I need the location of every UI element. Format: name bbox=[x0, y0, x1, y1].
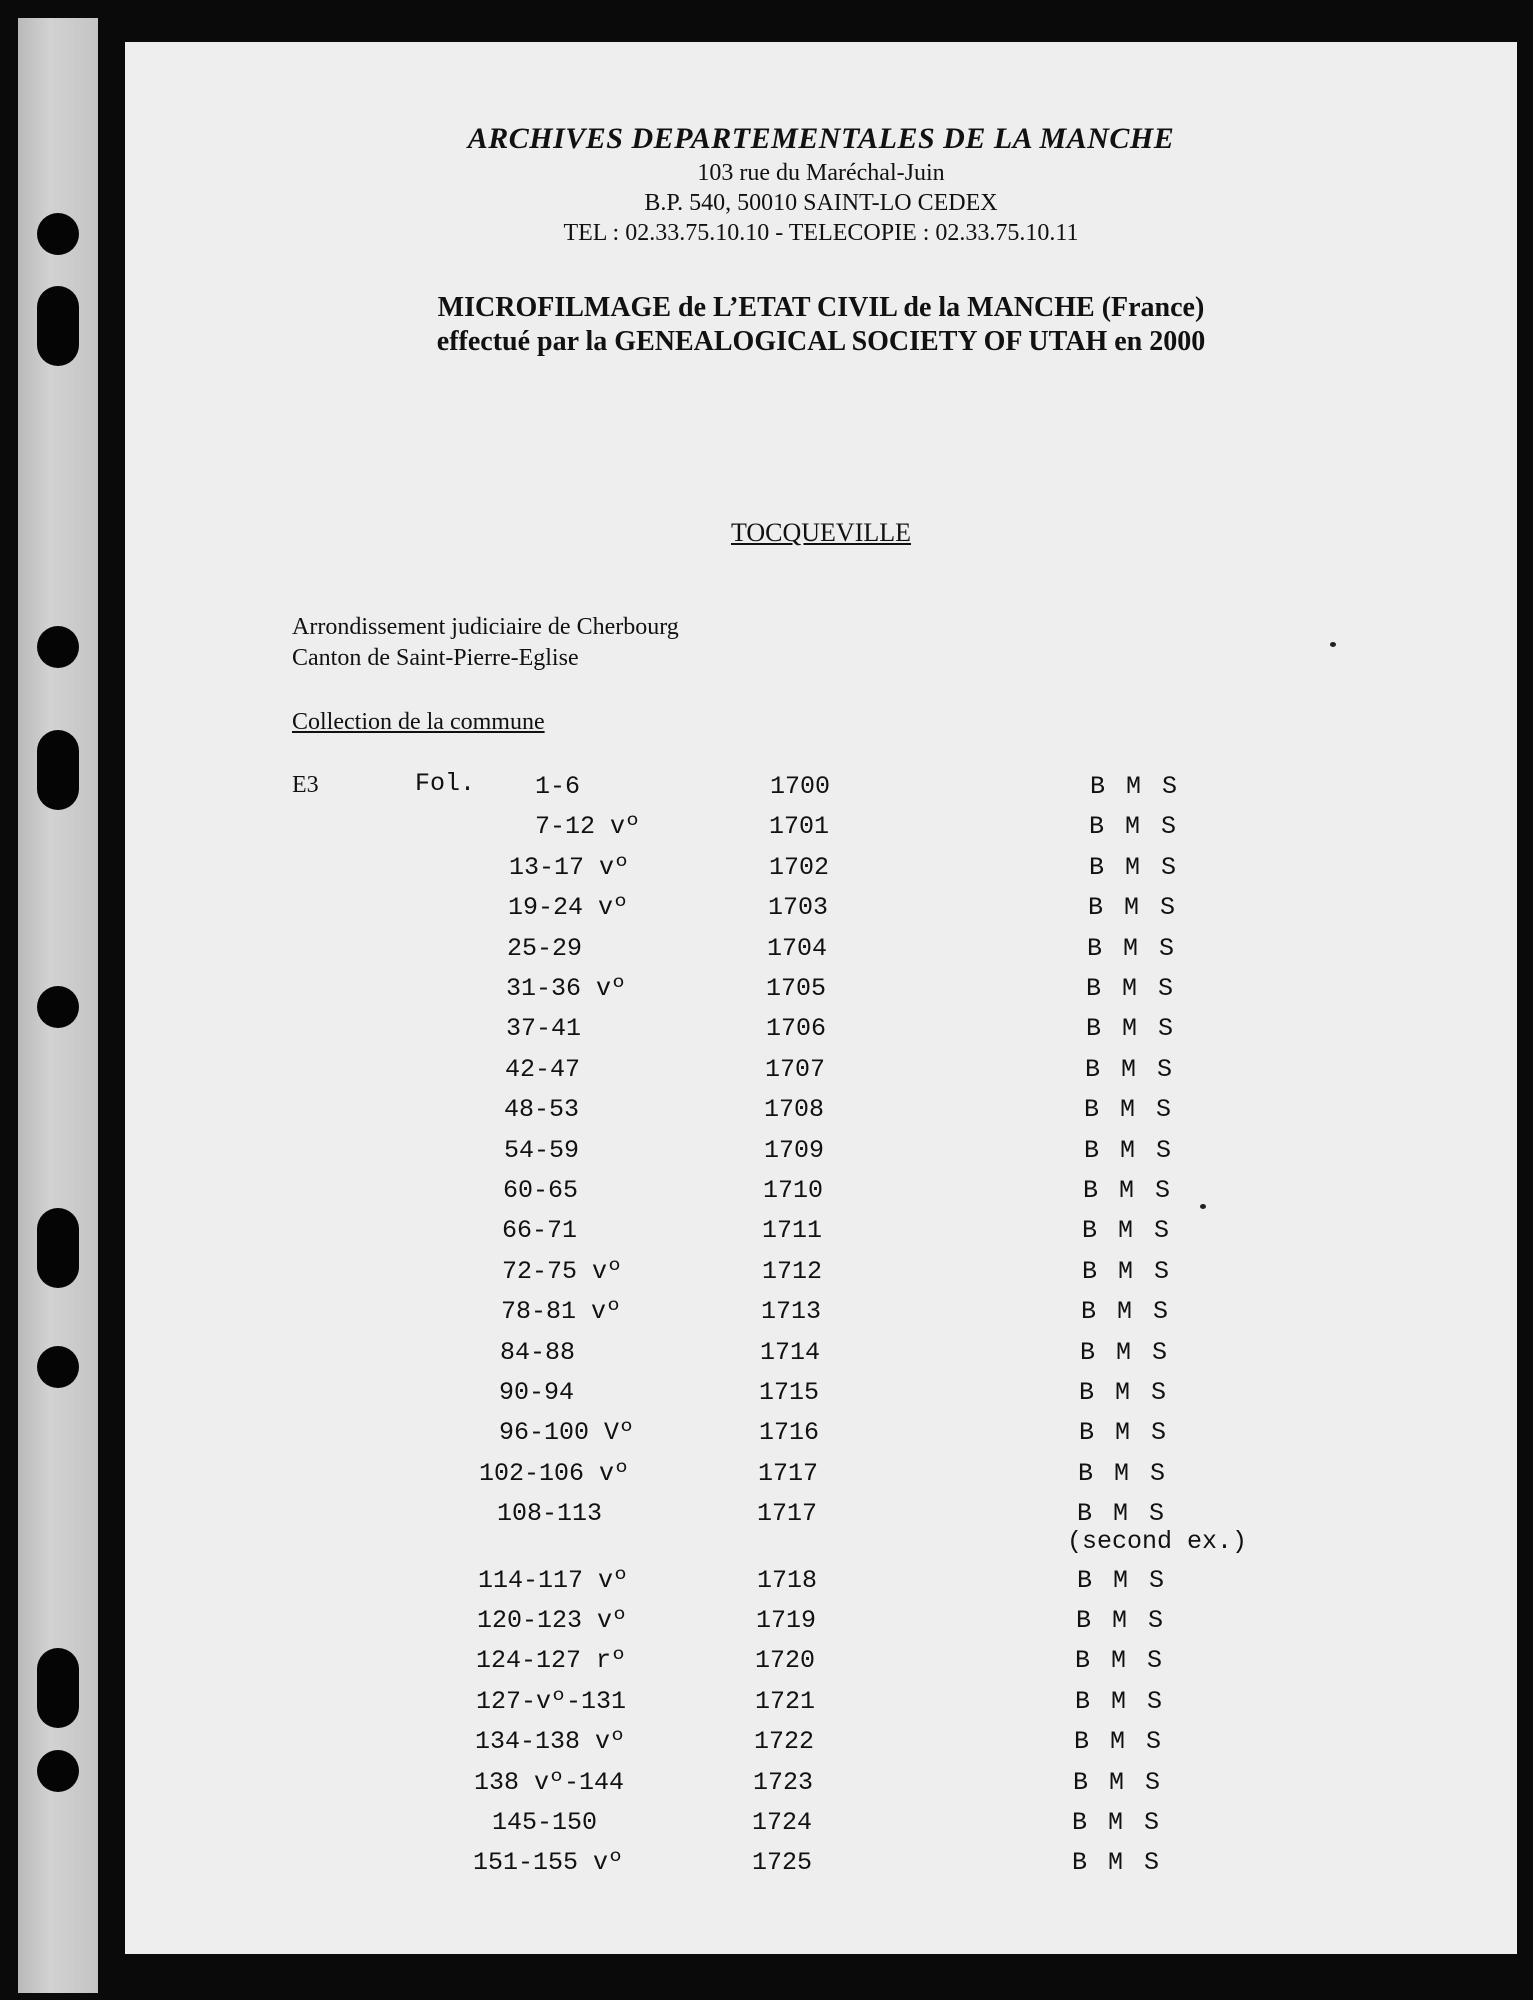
table-row bbox=[125, 1257, 1517, 1297]
table-row bbox=[125, 893, 1517, 933]
year: 1715 bbox=[759, 1378, 820, 1407]
punch-slot bbox=[37, 730, 79, 810]
commune-title: TOCQUEVILLE bbox=[730, 518, 912, 547]
paper-speck bbox=[1200, 1204, 1206, 1209]
folio-range: 84-88 bbox=[500, 1338, 576, 1367]
year: 1702 bbox=[769, 853, 830, 882]
folio-range: 96-100 Vº bbox=[499, 1418, 635, 1447]
act-types: B M S bbox=[1072, 1848, 1163, 1877]
folio-range: 134-138 vº bbox=[475, 1727, 626, 1756]
table-row bbox=[125, 1418, 1517, 1458]
table-row bbox=[125, 1768, 1517, 1808]
address-line-2: B.P. 540, 50010 SAINT-LO CEDEX bbox=[644, 190, 998, 216]
year: 1721 bbox=[755, 1687, 816, 1716]
folio-range: 120-123 vº bbox=[477, 1606, 628, 1635]
act-types: B M S bbox=[1084, 1136, 1175, 1165]
table-row bbox=[125, 1727, 1517, 1767]
act-types: B M S bbox=[1079, 1378, 1170, 1407]
table-row bbox=[125, 1606, 1517, 1646]
arrondissement-line: Arrondissement judiciaire de Cherbourg bbox=[292, 614, 679, 640]
punch-hole bbox=[37, 1750, 79, 1792]
folio-range: 114-117 vº bbox=[478, 1566, 629, 1595]
table-row bbox=[125, 1646, 1517, 1686]
year: 1724 bbox=[752, 1808, 813, 1837]
table-row bbox=[125, 1338, 1517, 1378]
binder-strip bbox=[18, 18, 98, 1993]
folio-range: 1-6 bbox=[535, 772, 581, 801]
act-types: B M S bbox=[1081, 1297, 1172, 1326]
act-types: B M S bbox=[1080, 1338, 1171, 1367]
folio-range: 108-113 bbox=[497, 1499, 603, 1528]
act-types: B M S bbox=[1072, 1808, 1163, 1837]
table-row bbox=[125, 1136, 1517, 1176]
year: 1708 bbox=[764, 1095, 825, 1124]
table-row bbox=[125, 1216, 1517, 1256]
folio-range: 66-71 bbox=[502, 1216, 578, 1245]
canton-line: Canton de Saint-Pierre-Eglise bbox=[292, 645, 579, 671]
act-types: B M S bbox=[1073, 1768, 1164, 1797]
address-line-1: 103 rue du Maréchal-Juin bbox=[697, 160, 945, 186]
folio-range: 145-150 bbox=[492, 1808, 598, 1837]
act-types: B M S bbox=[1075, 1646, 1166, 1675]
folio-range: 127-vº-131 bbox=[476, 1687, 627, 1716]
series-code: E3 bbox=[292, 772, 319, 798]
act-types: B M S bbox=[1077, 1566, 1168, 1595]
year: 1717 bbox=[757, 1499, 818, 1528]
table-row bbox=[125, 1566, 1517, 1606]
act-types: B M S bbox=[1089, 812, 1180, 841]
year: 1704 bbox=[767, 934, 828, 963]
table-row bbox=[125, 1014, 1517, 1054]
folio-range: 13-17 vº bbox=[509, 853, 630, 882]
paper-speck bbox=[1330, 642, 1336, 647]
microfilm-heading-2: effectué par la GENEALOGICAL SOCIETY OF UTAH en 2000 bbox=[436, 326, 1206, 357]
folio-range: 31-36 vº bbox=[506, 974, 627, 1003]
act-types: B M S bbox=[1082, 1257, 1173, 1286]
act-types: B M S bbox=[1084, 1095, 1175, 1124]
year: 1723 bbox=[753, 1768, 814, 1797]
year: 1719 bbox=[756, 1606, 817, 1635]
year: 1710 bbox=[763, 1176, 824, 1205]
table-row bbox=[125, 1176, 1517, 1216]
year: 1705 bbox=[766, 974, 827, 1003]
folio-range: 138 vº-144 bbox=[474, 1768, 625, 1797]
folio-range: 124-127 rº bbox=[476, 1646, 627, 1675]
table-row bbox=[125, 934, 1517, 974]
year: 1701 bbox=[769, 812, 830, 841]
folio-range: 151-155 vº bbox=[473, 1848, 624, 1877]
year: 1722 bbox=[754, 1727, 815, 1756]
folio-range: 54-59 bbox=[504, 1136, 580, 1165]
collection-heading: Collection de la commune bbox=[292, 709, 545, 735]
folio-range: 90-94 bbox=[499, 1378, 575, 1407]
microfilm-heading-1: MICROFILMAGE de L’ETAT CIVIL de la MANCHE (France) bbox=[437, 292, 1205, 323]
folio-range: 60-65 bbox=[503, 1176, 579, 1205]
institution-title: ARCHIVES DEPARTEMENTALES DE LA MANCHE bbox=[467, 122, 1175, 155]
act-types: B M S bbox=[1086, 974, 1177, 1003]
table-row bbox=[125, 974, 1517, 1014]
folio-range: 19-24 vº bbox=[508, 893, 629, 922]
act-types: B M S bbox=[1087, 934, 1178, 963]
year: 1703 bbox=[768, 893, 829, 922]
table-row bbox=[125, 812, 1517, 852]
table-row bbox=[125, 1499, 1517, 1556]
act-types: B M S bbox=[1083, 1176, 1174, 1205]
table-row bbox=[125, 1055, 1517, 1095]
folio-range: 102-106 vº bbox=[479, 1459, 630, 1488]
punch-slot bbox=[37, 1648, 79, 1728]
punch-hole bbox=[37, 213, 79, 255]
document-page bbox=[125, 42, 1517, 1954]
table-row bbox=[125, 1848, 1517, 1888]
table-row bbox=[125, 1297, 1517, 1337]
year: 1706 bbox=[766, 1014, 827, 1043]
punch-hole bbox=[37, 986, 79, 1028]
act-types: B M S bbox=[1085, 1055, 1176, 1084]
folio-range: 37-41 bbox=[506, 1014, 582, 1043]
folio-label: Fol. bbox=[415, 769, 476, 798]
folio-range: 7-12 vº bbox=[535, 812, 641, 841]
year: 1716 bbox=[759, 1418, 820, 1447]
folio-range: 48-53 bbox=[504, 1095, 580, 1124]
act-types: B M S bbox=[1078, 1459, 1169, 1488]
year: 1713 bbox=[761, 1297, 822, 1326]
folio-range: 78-81 vº bbox=[501, 1297, 622, 1326]
punch-hole bbox=[37, 626, 79, 668]
folio-range: 25-29 bbox=[507, 934, 583, 963]
act-types: B M S bbox=[1076, 1606, 1167, 1635]
table-row bbox=[125, 853, 1517, 893]
act-types: B M S bbox=[1075, 1687, 1166, 1716]
act-types: B M S bbox=[1079, 1418, 1170, 1447]
year: 1714 bbox=[760, 1338, 821, 1367]
act-types: B M S bbox=[1074, 1727, 1165, 1756]
year: 1718 bbox=[757, 1566, 818, 1595]
act-types: B M S bbox=[1077, 1499, 1168, 1528]
year: 1709 bbox=[764, 1136, 825, 1165]
punch-slot bbox=[37, 1208, 79, 1288]
folio-range: 72-75 vº bbox=[502, 1257, 623, 1286]
row-note: (second ex.) bbox=[1067, 1527, 1248, 1556]
table-row bbox=[125, 1095, 1517, 1135]
punch-slot bbox=[37, 286, 79, 366]
year: 1720 bbox=[755, 1646, 816, 1675]
act-types: B M S bbox=[1088, 893, 1179, 922]
year: 1712 bbox=[762, 1257, 823, 1286]
table-row bbox=[125, 1459, 1517, 1499]
act-types: B M S bbox=[1089, 853, 1180, 882]
year: 1700 bbox=[770, 772, 831, 801]
act-types: B M S bbox=[1086, 1014, 1177, 1043]
act-types: B M S bbox=[1090, 772, 1181, 801]
folio-range: 42-47 bbox=[505, 1055, 581, 1084]
table-row bbox=[125, 772, 1517, 812]
year: 1725 bbox=[752, 1848, 813, 1877]
act-types: B M S bbox=[1082, 1216, 1173, 1245]
year: 1711 bbox=[762, 1216, 823, 1245]
table-row bbox=[125, 1687, 1517, 1727]
table-row bbox=[125, 1378, 1517, 1418]
year: 1707 bbox=[765, 1055, 826, 1084]
year: 1717 bbox=[758, 1459, 819, 1488]
table-row bbox=[125, 1808, 1517, 1848]
punch-hole bbox=[37, 1346, 79, 1388]
phone-line: TEL : 02.33.75.10.10 - TELECOPIE : 02.33.75.10.11 bbox=[563, 220, 1079, 246]
